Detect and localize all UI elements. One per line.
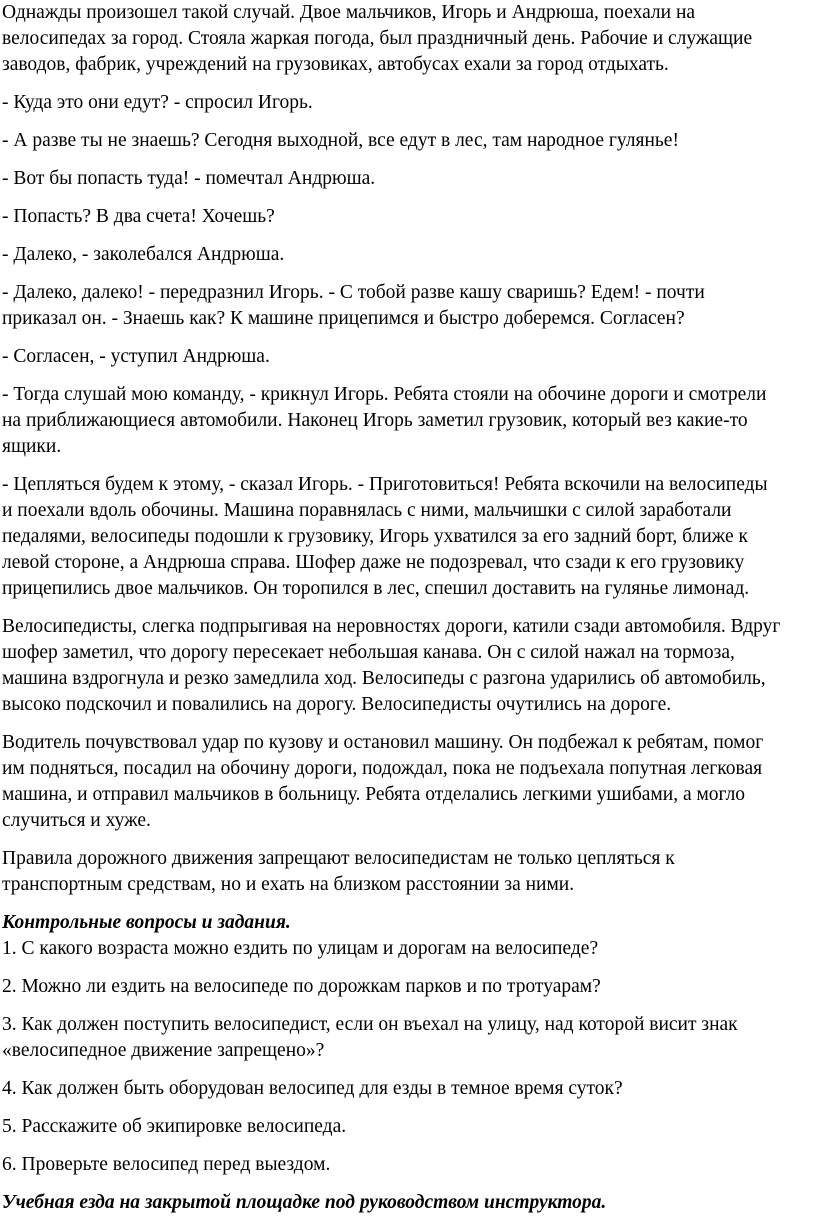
story-paragraph-6: - Далеко, - заколебался Андрюша. (2, 244, 285, 265)
story-paragraph-3: - А разве ты не знаешь? Сегодня выходной, все едут в лес, там народное гулянье! (2, 130, 679, 151)
story-paragraph-8: - Согласен, - уступил Андрюша. (2, 346, 270, 367)
story-paragraph-1: Однажды произошел такой случай. Двое мальчиков, Игорь и Андрюша, поехали на велосипедах за город. Стояла жаркая погода, был праздничный день. Рабочие и служащие заводов, фабрик, учреждений на грузовиках, автобусах ехали за город отдыхать. (2, 2, 753, 75)
questions-heading: Контрольные вопросы и задания. (2, 912, 291, 933)
question-3: 3. Как должен поступить велосипедист, если он въехал на улицу, над которой висит знак «велосипедное движение запрещено»? (2, 1014, 738, 1061)
story-paragraph-11: Велосипедисты, слегка подпрыгивая на неровностях дороги, катили сзади автомобиля. Вдруг шофер заметил, что дорогу пересекает небольшая канава. Он с силой нажал на тормоза, машина вздрогнула и резко замедлила ход. Велосипеды с разгона ударились об автомобиль, высоко подскочил и повалились на дорогу. Велосипедисты очутились на дороге. (2, 616, 781, 715)
story-paragraph-10: - Цепляться будем к этому, - сказал Игорь. - Приготовиться! Ребята вскочили на велосипеды и поехали вдоль обочины. Машина поравнялась с ними, мальчишки с силой заработали педалями, велосипеды подошли к грузовику, Игорь ухватился за его задний борт, ближе к левой стороне, а Андрюша справа. Шофер даже не подозревал, что сзади к его грузовику прицепились двое мальчиков. Он торопился в лес, спешил доставить на гулянье лимонад. (2, 474, 768, 599)
document-page (2, 0, 814, 1216)
question-4: 4. Как должен быть оборудован велосипед для езды в темное время суток? (2, 1078, 623, 1099)
question-2: 2. Можно ли ездить на велосипеде по дорожкам парков и по тротуарам? (2, 976, 601, 997)
question-5: 5. Расскажите об экипировке велосипеда. (2, 1116, 347, 1137)
story-paragraph-13: Правила дорожного движения запрещают велосипедистам не только цепляться к транспортным средствам, но и ехать на близком расстоянии за ними. (2, 848, 675, 895)
question-6: 6. Проверьте велосипед перед выездом. (2, 1154, 331, 1175)
story-paragraph-7: - Далеко, далеко! - передразнил Игорь. - С тобой разве кашу сваришь? Едем! - почти приказал он. - Знаешь как? К машине прицепимся и быстро доберемся. Согласен? (2, 282, 705, 329)
story-paragraph-12: Водитель почувствовал удар по кузову и остановил машину. Он подбежал к ребятам, помог им подняться, посадил на обочину дороги, подождал, пока не подъехала попутная легковая машина, и отправил мальчиков в больницу. Ребята отделались легкими ушибами, а могло случиться и хуже. (2, 732, 764, 831)
story-paragraph-2: - Куда это они едут? - спросил Игорь. (2, 92, 313, 113)
story-paragraph-5: - Попасть? В два счета! Хочешь? (2, 206, 275, 227)
final-heading: Учебная езда на закрытой площадке под руководством инструктора. (2, 1192, 607, 1213)
story-paragraph-4: - Вот бы попасть туда! - помечтал Андрюша. (2, 168, 376, 189)
question-1: 1. С какого возраста можно ездить по улицам и дорогам на велосипеде? (2, 938, 599, 959)
story-paragraph-9: - Тогда слушай мою команду, - крикнул Игорь. Ребята стояли на обочине дороги и смотрели на приближающиеся автомобили. Наконец Игорь заметил грузовик, который вез какие-то ящики. (2, 384, 767, 457)
